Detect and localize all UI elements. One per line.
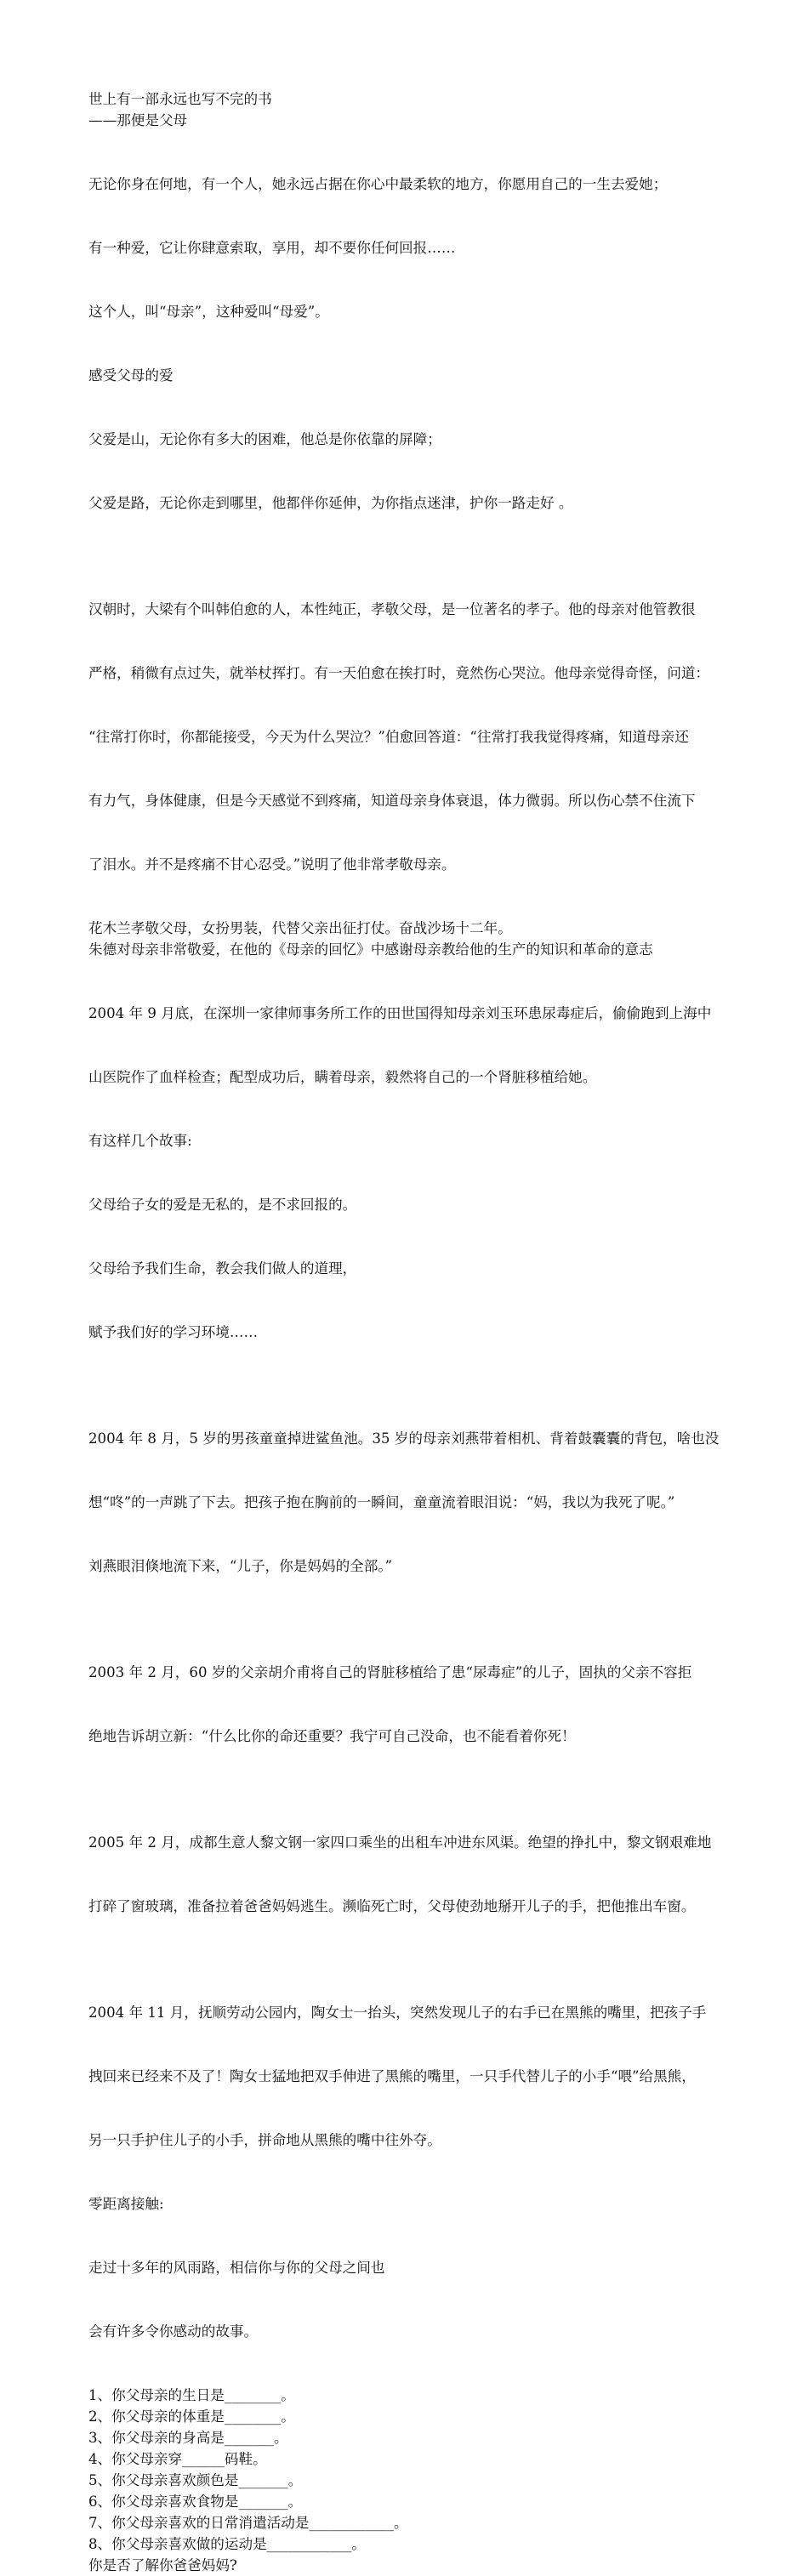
question-item: 4、你父母亲穿______码鞋。 — [88, 2451, 267, 2467]
father-love-line: 父爱是路，无论你走到哪里，他都伴你延伸，为你指点迷津，护你一路走好 。 — [88, 495, 573, 511]
story-han-line: 有力气，身体健康，但是今天感觉不到疼痛，知道母亲身体衰退，体力微弱。所以伤心禁不住流下 — [88, 793, 696, 809]
story-tian-line: 山医院作了血样检查；配型成功后，瞒着母亲，毅然将自己的一个肾脏移植给她。 — [88, 1069, 597, 1085]
question-item: 6、你父母亲喜欢食物是_______。 — [88, 2494, 303, 2510]
story-2005-2-paragraph — [88, 1789, 725, 1959]
intro-line: 无论你身在何地，有一个人，她永远占据在你心中最柔软的地方，你愿用自己的一生去爱她； — [88, 176, 668, 192]
section-heading-contact: 零距离接触: — [88, 2196, 164, 2212]
contact-intro-paragraph — [88, 2215, 725, 2385]
story-2005-2-line: 2005 年 2 月，成都生意人黎文钢一家四口乘坐的出租车冲进东风渠。绝望的挣扎中，黎文钢艰难地 — [88, 1834, 712, 1851]
story-2004-8-line: 2004 年 8 月，5 岁的男孩童童掉进鲨鱼池。35 岁的母亲刘燕带着相机、背着鼓囊囊的背包，啥也没 — [88, 1430, 720, 1447]
section-heading-feel: 感受父母的爱 — [88, 367, 174, 384]
story-tian-paragraph — [88, 960, 725, 1130]
story-2004-11-line: 2004 年 11 月，抚顺劳动公园内，陶女士一抬头，突然发现儿子的右手已在黑熊的嘴里，把孩子手 — [88, 2005, 707, 2021]
story-2003-2-paragraph — [88, 1619, 725, 1789]
story-han-line: 了泪水。并不是疼痛不甘心忍受。”说明了他非常孝敬母亲。 — [88, 856, 456, 873]
intro-paragraph — [88, 131, 725, 365]
story-han-line: 严格，稍微有点过失，就举杖挥打。有一天伯愈在挨打时，竟然伤心哭泣。他母亲觉得奇怪，问道： — [88, 665, 710, 681]
story-2004-11-line: 另一只手护住儿子的小手，拼命地从黑熊的嘴中往外夺。 — [88, 2132, 441, 2148]
story-mulan-paragraph: 花木兰孝敬父母，女扮男装，代替父亲出征打仗。奋战沙场十二年。 — [88, 920, 512, 936]
story-2003-2-line: 绝地告诉胡立新：“什么比你的命还重要？我宁可自己没命，也不能看着你死！ — [88, 1728, 576, 1744]
contact-intro-line: 会有许多令你感动的故事。 — [88, 2323, 259, 2340]
closing-question: 你是否了解你爸爸妈妈? — [88, 2557, 237, 2573]
story-2004-8-line: 想“咚”的一声跳了下去。把孩子抱在胸前的一瞬间，童童流着眼泪说：“妈，我以为我死了呢。” — [88, 1494, 675, 1510]
document-subtitle: ——那便是父母 — [88, 112, 188, 128]
selfless-line: 父母给予我们生命，教会我们做人的道理， — [88, 1260, 357, 1277]
story-2004-11-paragraph — [88, 1959, 725, 2193]
story-2004-8-paragraph — [88, 1385, 725, 1619]
intro-line: 有一种爱，它让你肆意索取，享用，却不要你任何回报…… — [88, 240, 456, 256]
selfless-line: 赋予我们好的学习环境…… — [88, 1324, 259, 1340]
document-page — [88, 88, 725, 2576]
story-2004-11-line: 拽回来已经来不及了！陶女士猛地把双手伸进了黑熊的嘴里，一只手代替儿子的小手“喂”给黑熊， — [88, 2068, 696, 2084]
story-han-line: 汉朝时，大梁有个叫韩伯愈的人，本性纯正，孝敬父母，是一位著名的孝子。他的母亲对他管教很 — [88, 601, 696, 617]
question-item: 5、你父母亲喜欢颜色是_______。 — [88, 2472, 303, 2488]
question-item: 7、你父母亲喜欢的日常消遣活动是____________。 — [88, 2515, 408, 2531]
section-heading-stories: 有这样几个故事: — [88, 1133, 192, 1149]
story-2004-8-line: 刘燕眼泪倏地流下来，“儿子，你是妈妈的全部。” — [88, 1558, 393, 1574]
story-zhude-paragraph: 朱德对母亲非常敬爱，在他的《母亲的回忆》中感谢母亲教给他的生产的知识和革命的意志 — [88, 941, 653, 958]
question-item: 1、你父母亲的生日是________。 — [88, 2387, 295, 2403]
father-love-paragraph — [88, 386, 725, 556]
question-list — [88, 2385, 725, 2555]
question-item: 3、你父母亲的身高是_______。 — [88, 2430, 288, 2446]
father-love-line: 父爱是山，无论你有多大的困难，他总是你依靠的屏障； — [88, 431, 441, 447]
selfless-paragraph — [88, 1152, 725, 1385]
question-item: 2、你父母亲的体重是________。 — [88, 2408, 295, 2425]
question-item: 8、你父母亲喜欢做的运动是____________。 — [88, 2536, 366, 2552]
story-han-line: “往常打你时，你都能接受，今天为什么哭泣？”伯愈回答道：“往常打我我觉得疼痛，知道母亲还 — [88, 729, 689, 745]
selfless-line: 父母给子女的爱是无私的，是不求回报的。 — [88, 1197, 357, 1213]
story-2005-2-line: 打碎了窗玻璃，准备拉着爸爸妈妈逃生。濒临死亡时，父母使劲地掰开儿子的手，把他推出车窗。 — [88, 1898, 696, 1914]
story-tian-line: 2004 年 9 月底，在深圳一家律师事务所工作的田世国得知母亲刘玉环患尿毒症后，偷偷跑到上海中 — [88, 1005, 712, 1021]
story-han-paragraph — [88, 556, 725, 918]
story-2003-2-line: 2003 年 2 月，60 岁的父亲胡介甫将自己的肾脏移植给了患“尿毒症”的儿子，固执的父亲不容拒 — [88, 1664, 692, 1680]
document-title: 世上有一部永远也写不完的书 — [88, 91, 272, 107]
contact-intro-line: 走过十多年的风雨路，相信你与你的父母之间也 — [88, 2260, 385, 2276]
intro-line: 这个人，叫“母亲”，这种爱叫“母爱”。 — [88, 304, 329, 320]
